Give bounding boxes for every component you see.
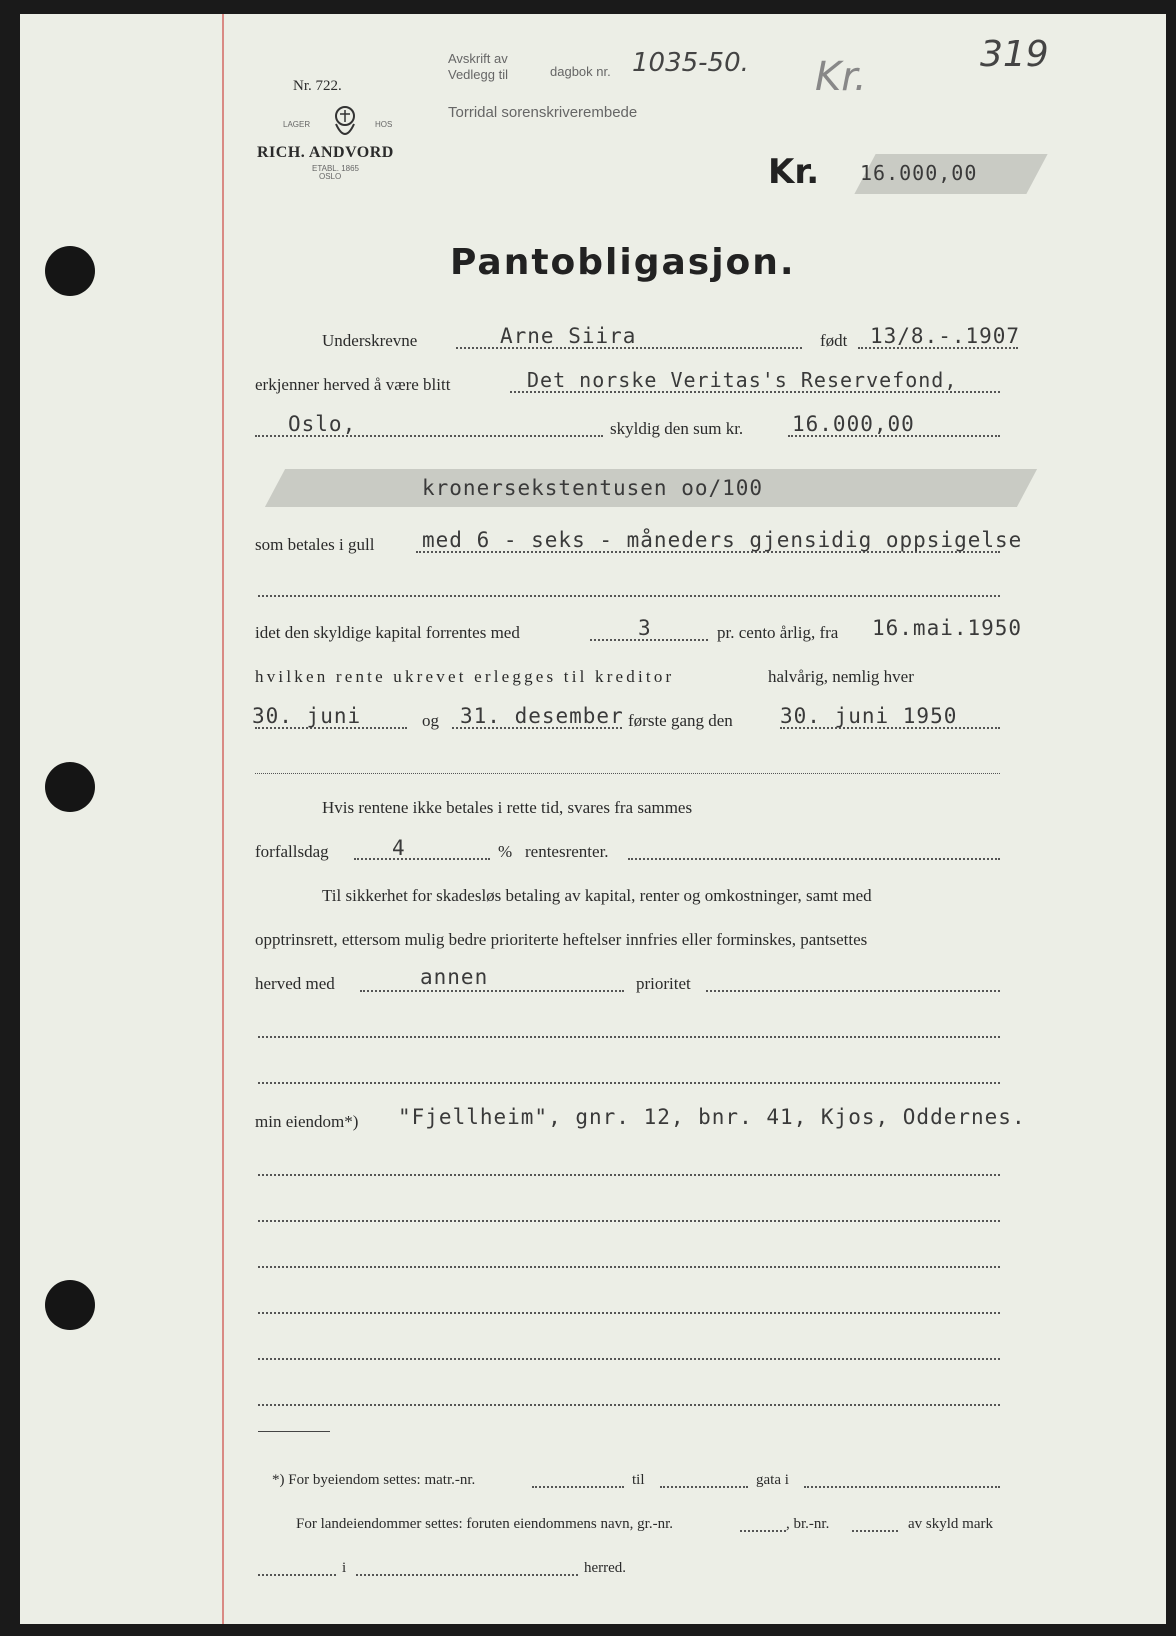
creditor-name: Det norske Veritas's Reservefond,	[527, 368, 958, 392]
skyldig-label: skyldig den sum kr.	[610, 419, 744, 438]
priority-value: annen	[420, 965, 489, 989]
footnote-line2-a: For landeiendommer settes: foruten eiendommens navn, gr.-nr.	[296, 1516, 673, 1532]
eiendom-label: min eiendom*)	[255, 1112, 359, 1131]
stamp-number: 1035-50.	[632, 48, 749, 78]
birth-date: 13/8.-.1907	[870, 324, 1021, 348]
footnote-rule	[258, 1431, 330, 1432]
hvilken-label: hvilken rente ukrevet erlegges til kreditor	[255, 667, 675, 686]
logo-icon	[310, 102, 380, 144]
stamp-vedlegg: Vedlegg til	[448, 67, 508, 82]
punch-hole	[45, 246, 95, 296]
betales-label: som betales i gull	[255, 535, 375, 554]
creditor-city: Oslo,	[288, 412, 357, 436]
footnote-line1-c: gata i	[756, 1472, 789, 1488]
sikkerhet-line-1: Til sikkerhet for skadesløs betaling av kapital, renter og omkostninger, samt med	[322, 886, 872, 905]
amount-label: Kr.	[768, 152, 820, 192]
erkjenner-label: erkjenner herved å være blitt	[255, 375, 451, 394]
sikkerhet-line-2: opptrinsrett, ettersom mulig bedre prioriterte heftelser innfries eller forminskes, pantsettes	[255, 930, 868, 949]
fodt-label: født	[820, 331, 848, 350]
punch-hole	[45, 1280, 95, 1330]
penalty-rate: 4	[392, 836, 406, 860]
document-page	[20, 14, 1166, 1624]
payment-date-1: 30. juni	[252, 704, 362, 728]
og-label: og	[422, 711, 439, 730]
footnote-line3-b: herred.	[584, 1560, 627, 1576]
publisher-logo	[310, 102, 380, 144]
footnote-line3-a: i	[342, 1560, 347, 1576]
rentesrenter-label: rentesrenter.	[525, 842, 609, 861]
footnote-line2-c: av skyld mark	[908, 1516, 993, 1532]
publisher-sub-left: LAGER	[283, 120, 311, 129]
herved-label: herved med	[255, 974, 335, 993]
payment-terms: med 6 - seks - måneders gjensidig oppsigelse	[422, 528, 1023, 552]
stamp-office: Torridal sorenskriverembede	[448, 104, 638, 121]
footnote-line1-b: til	[632, 1472, 645, 1488]
prioritet-label: prioritet	[636, 974, 691, 993]
footnote-line1-a: *) For byeiendom settes: matr.-nr.	[272, 1472, 476, 1488]
publisher-name: RICH. ANDVORD	[257, 144, 394, 161]
interest-rate: 3	[638, 616, 652, 640]
margin-line	[222, 14, 224, 1624]
interest-from-date: 16.mai.1950	[872, 616, 1023, 640]
stamp-avskrift: Avskrift av	[448, 51, 508, 66]
publisher-est: ETABL. 1865	[312, 164, 359, 173]
sum-in-words: kronersekstentusen oo/100	[422, 476, 764, 500]
percent-label: %	[498, 842, 513, 861]
forfallsdag-label: forfallsdag	[255, 842, 329, 861]
stamp-dagbok: dagbok nr.	[550, 64, 611, 79]
cento-label: pr. cento årlig, fra	[717, 623, 839, 642]
publisher-sub-right: HOS	[375, 120, 393, 129]
underskrevne-label: Underskrevne	[322, 331, 418, 350]
forste-label: første gang den	[628, 711, 733, 730]
sum-value: 16.000,00	[792, 412, 915, 436]
debtor-name: Arne Siira	[500, 324, 637, 348]
initials-signature: Kr.	[815, 54, 867, 100]
first-payment-date: 30. juni 1950	[780, 704, 958, 728]
form-number: Nr. 722.	[293, 78, 342, 94]
footnote-line2-b: , br.-nr.	[786, 1516, 830, 1532]
hvis-label: Hvis rentene ikke betales i rette tid, svares fra sammes	[322, 798, 693, 817]
document-title: Pantobligasjon.	[450, 242, 796, 283]
publisher-city: OSLO	[319, 172, 342, 181]
idet-label: idet den skyldige kapital forrentes med	[255, 623, 520, 642]
payment-date-2: 31. desember	[460, 704, 624, 728]
punch-hole	[45, 762, 95, 812]
halvarig-label: halvårig, nemlig hver	[768, 667, 914, 686]
page-number: 319	[980, 34, 1049, 75]
amount-value: 16.000,00	[860, 161, 978, 185]
property-description: "Fjellheim", gnr. 12, bnr. 41, Kjos, Oddernes.	[398, 1105, 1026, 1129]
